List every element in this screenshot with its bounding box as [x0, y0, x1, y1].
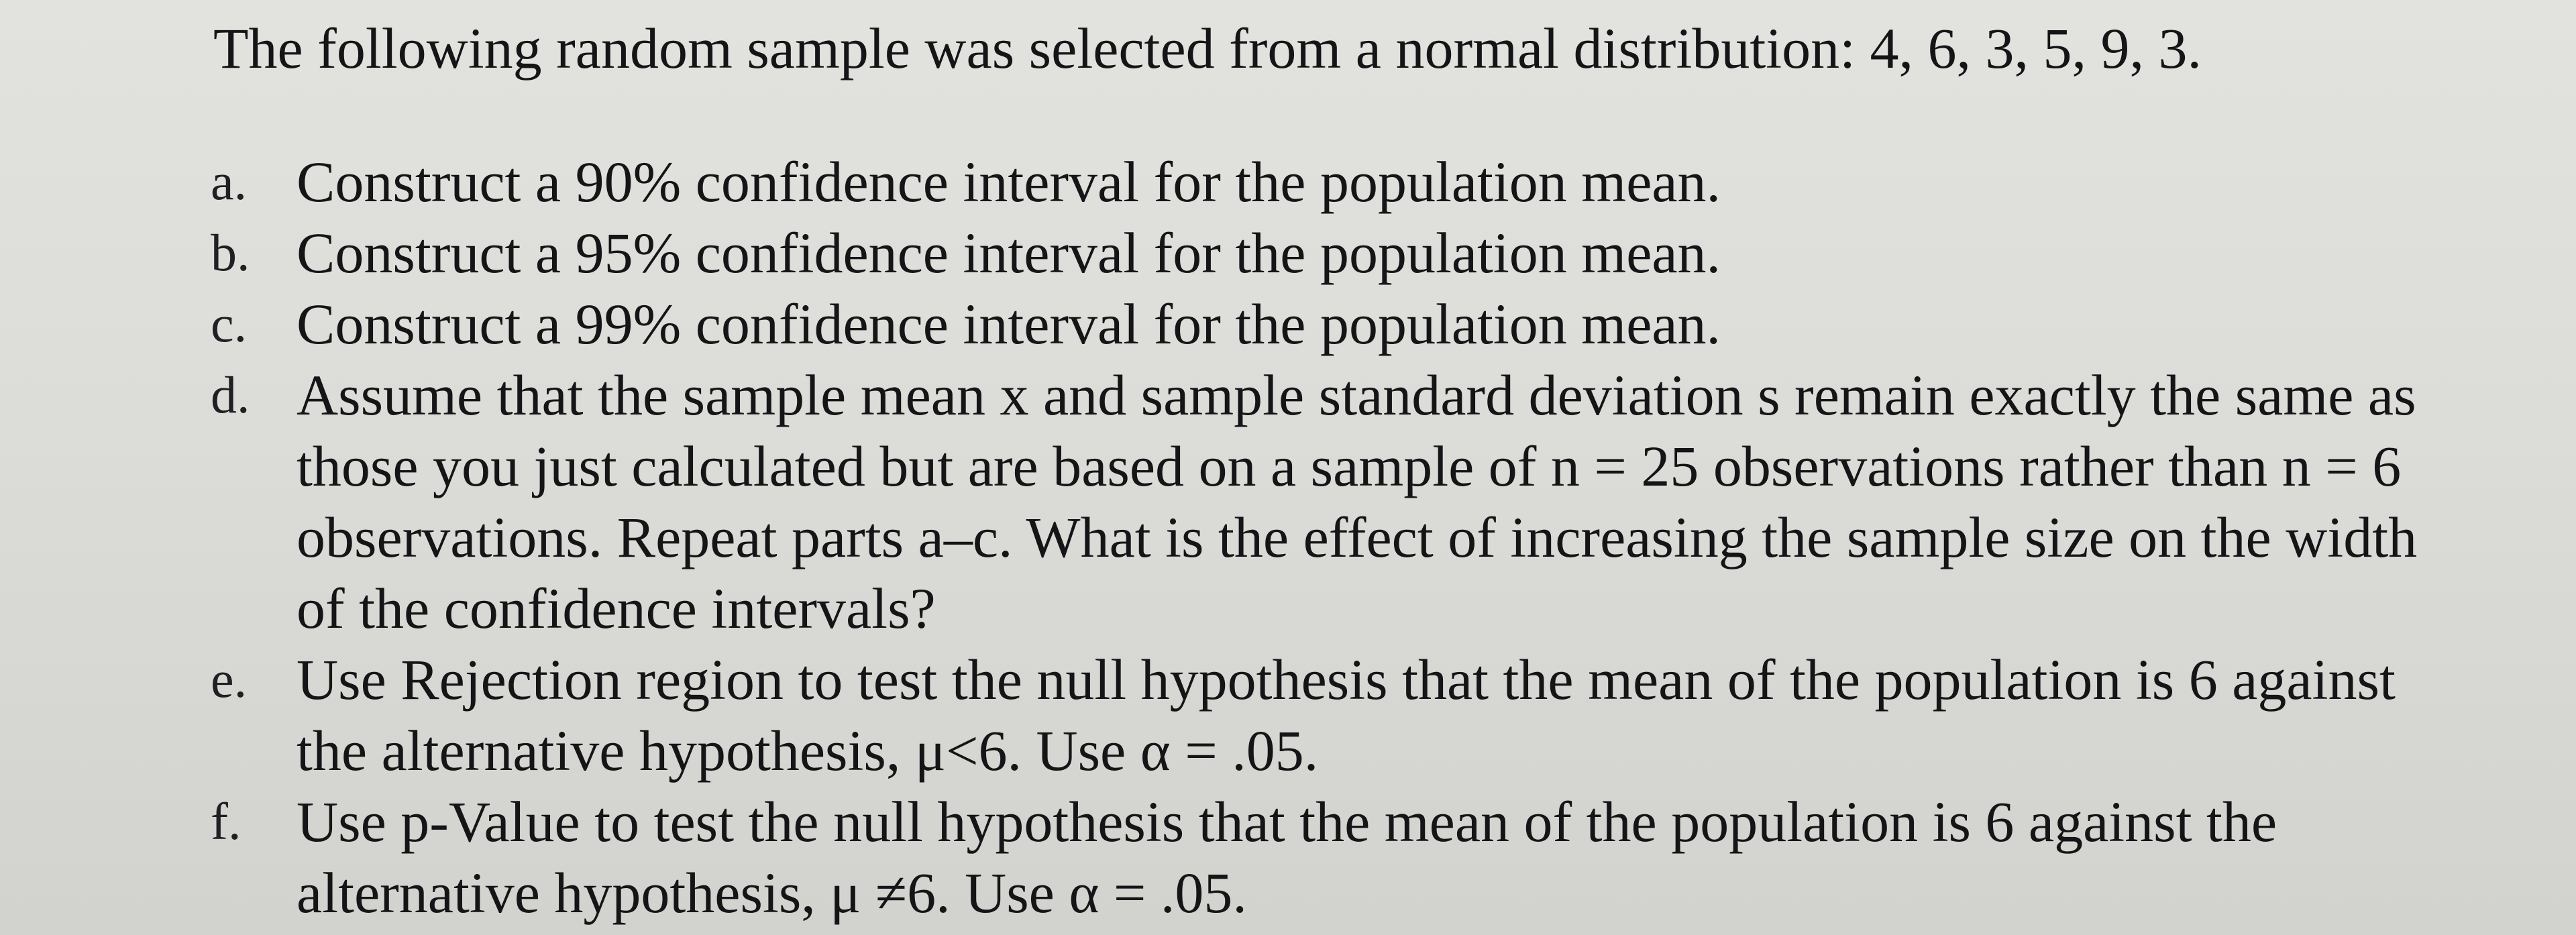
part-text: [297, 644, 2536, 786]
part-line: alternative hypothesis, μ ≠6. Use α = .05.: [297, 861, 1247, 925]
part-text: [297, 217, 2536, 288]
part-line: Use p-Value to test the null hypothesis that the mean of the population is 6 against the: [297, 789, 2277, 854]
part-f: [201, 786, 2536, 928]
part-e: [201, 644, 2536, 786]
part-line: observations. Repeat parts a–c. What is the effect of increasing the sample size on the width: [297, 505, 2418, 569]
part-letter: f.: [211, 792, 241, 850]
part-text: [297, 146, 2536, 217]
part-c: [201, 288, 2536, 360]
part-d: [201, 360, 2536, 644]
part-letter: b.: [211, 223, 250, 282]
part-line: Assume that the sample mean x and sample standard deviation s remain exactly the same as: [297, 363, 2416, 427]
part-line: Construct a 90% confidence interval for the population mean.: [297, 150, 1721, 214]
part-text: [297, 360, 2536, 644]
part-a: [201, 146, 2536, 217]
part-line: Construct a 99% confidence interval for the population mean.: [297, 292, 1721, 356]
part-letter: d.: [211, 366, 250, 424]
part-letter: a.: [211, 152, 248, 211]
part-line: Use Rejection region to test the null hypothesis that the mean of the population is 6 against: [297, 647, 2396, 712]
part-text: [297, 288, 2536, 360]
part-letter: c.: [211, 294, 248, 353]
problem-parts-list: [201, 146, 2536, 928]
part-line: of the confidence intervals?: [297, 576, 936, 641]
part-text: [297, 786, 2536, 928]
part-line: the alternative hypothesis, μ<6. Use α = .05.: [297, 718, 1319, 783]
part-line: Construct a 95% confidence interval for the population mean.: [297, 221, 1721, 285]
part-letter: e.: [211, 650, 248, 708]
part-line: those you just calculated but are based on a sample of n = 25 observations rather than n = 6: [297, 434, 2402, 498]
part-b: [201, 217, 2536, 288]
problem-intro: The following random sample was selected from a normal distribution: 4, 6, 3, 5, 9, 3.: [213, 16, 2202, 80]
